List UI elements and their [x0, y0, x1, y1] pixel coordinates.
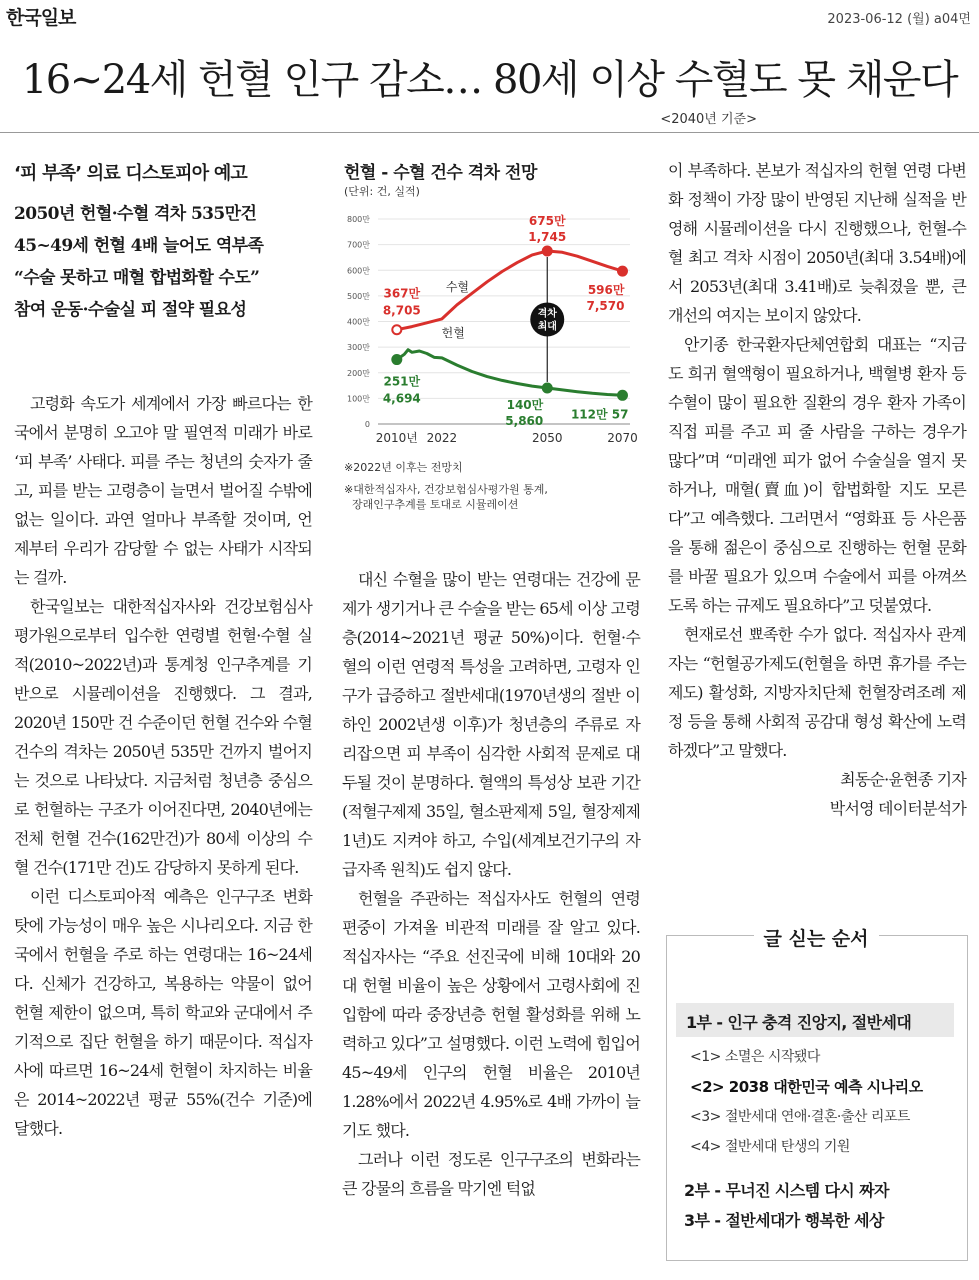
body-column-1 [14, 389, 312, 1143]
series-item-3: <3> 절반세대 연애·결혼·출산 리포트 [690, 1109, 910, 1125]
series-part-1: 1부 - 인구 충격 진앙지, 절반세대 [686, 1013, 912, 1032]
headline-note: <2040년 기준> [660, 112, 757, 127]
x-tick-label: 2022 [426, 431, 458, 445]
y-tick-label: 800만 [347, 215, 370, 224]
line-chart [340, 205, 645, 450]
series-item-1: <1> 소멸은 시작됐다 [690, 1049, 820, 1065]
subhead-4: 참여 운동·수술실 피 절약 필요성 [14, 300, 247, 320]
subhead-2: 45~49세 헌혈 4배 늘어도 역부족 [14, 236, 264, 256]
paragraph: 그러나 이런 정도론 인구구조의 변화라는 큰 강물의 흐름을 막기엔 턱없 [342, 1150, 640, 1198]
data-label: 7,570 [586, 299, 625, 314]
body-column-2 [342, 565, 640, 1203]
series-part-2: 2부 - 무너진 시스템 다시 짜자 [684, 1181, 889, 1200]
subhead-3: “수술 못하고 매혈 합법화할 수도” [14, 268, 260, 288]
y-tick-label: 0 [364, 420, 370, 429]
transfusion-point [392, 325, 401, 334]
paragraph: 헌혈을 주관하는 적십자사도 헌혈의 연령 편중이 가져올 비관적 미래를 잘 알고 있다. 적십자사는 “주요 선진국에 비해 10대와 20대 헌혈 비율이 높은 상황에서 고령사회에 진입함에 따라 중장년층 헌혈 활성화를 위해 노력하고 있다”고 설명했다. 이런 노력에 힘입어 45~49세 인구의 헌혈 비율은 2010년 1.28%에서 2022년 4.95%로 4배 가까이 늘기도 했다. [342, 889, 640, 1140]
data-label: 596만 [587, 283, 625, 298]
data-label: 112만 57 [570, 407, 629, 422]
dateline: 2023-06-12 (월) a04면 [827, 12, 971, 27]
data-label: 4,694 [382, 391, 421, 406]
chart-note: ※2022년 이후는 전망치 [344, 461, 463, 474]
x-tick-label: 2050 [531, 431, 563, 445]
byline-analyst: 박서영 데이터분석가 [829, 799, 966, 818]
y-tick-label: 300만 [347, 343, 370, 353]
chart-source-2: 장래인구추계를 토대로 시뮬레이션 [352, 498, 519, 511]
y-tick-label: 600만 [347, 266, 370, 276]
series-part-3: 3부 - 절반세대가 행복한 세상 [684, 1211, 884, 1230]
chart-title: 헌혈 - 수혈 건수 격차 전망 [344, 163, 537, 183]
y-tick-label: 100만 [347, 394, 370, 404]
newspaper-logo: 한국일보 [6, 7, 76, 29]
y-tick-label: 400만 [347, 317, 370, 327]
x-tick-label: 2010년 [375, 431, 418, 445]
chart-unit: (단위: 건, 실적) [344, 185, 420, 198]
x-tick-label: 2070 [607, 431, 638, 445]
subheads [14, 198, 310, 326]
paragraph: 한국일보는 대한적십자사와 건강보험심사평가원으로부터 입수한 연령별 헌혈·수혈 실적(2010~2022년)과 통계청 인구추계를 기반으로 시뮬레이션을 진행했다. 그 결과, 2020년 150만 건 수준이던 헌혈 건수와 수혈 건수의 격차는 2050년 535만 건까지 벌어지는 것으로 나타났다. 지금처럼 청년층 중심으로 헌혈하는 구조가 이어진다면, 2040년에는 전체 헌혈 건수(162만건)가 80세 이상의 수혈 건수(171만 건)도 감당하지 못하게 된다. [14, 597, 312, 877]
headline: 16~24세 헌혈 인구 감소… 80세 이상 수혈도 못 채운다 [21, 57, 958, 103]
paragraph: 고령화 속도가 세계에서 가장 빠르다는 한국에서 분명히 오고야 말 필연적 미래가 바로 ‘피 부족’ 사태다. 피를 주는 청년의 숫자가 줄고, 피를 받는 고령층이 늘면서 벌어질 수밖에 없는 일이다. 과연 얼마나 부족할 것이며, 언제부터 우리가 감당할 수 없는 사태가 시작되는 걸까. [14, 394, 312, 587]
data-label: 675만 [528, 213, 566, 228]
body-column-3 [668, 156, 966, 823]
paragraph: 대신 수혈을 많이 받는 연령대는 건강에 문제가 생기거나 큰 수술을 받는 65세 이상 고령층(2014~2021년 평균 50%)이다. 헌혈·수혈의 이런 연령적 특성을 고려하면, 고령자 인구가 급증하고 절반세대(1970년생의 절반 이하인 2002년생 이후)가 청년층의 주류로 자리잡으면 피 부족이 심각한 사회적 문제로 대두될 것이 분명하다. 혈액의 특성상 보관 기간(적혈구제제 35일, 혈소판제제 5일, 혈장제제 1년)도 지켜야 하고, 수입(세계보건기구의 자급자족 원칙)도 쉽지 않다. [342, 570, 640, 879]
donation-point [392, 355, 401, 364]
subhead-1: 2050년 헌혈·수혈 격차 535만건 [14, 204, 257, 224]
data-label: 1,745 [528, 229, 567, 244]
chart-source: ※대한적십자사, 건강보험심사평가원 통계, [344, 483, 548, 496]
series-item-4: <4> 절반세대 탄생의 기원 [690, 1139, 850, 1155]
y-tick-label: 200만 [347, 368, 370, 378]
transfusion-point [618, 267, 627, 276]
byline-reporters: 최동순·윤현종 기자 [840, 770, 966, 789]
paragraph: 이 부족하다. 본보가 적십자의 헌혈 연령 다변화 정책이 가장 많이 반영된 지난해 실적을 반영해 시뮬레이션을 다시 진행했으나, 헌혈-수혈 최고 격차 시점이 2050년(최대 3.54배)에서 2053년(최대 3.41배)로 늦춰졌을 뿐, 큰 개선의 여지는 보이지 않았다. [668, 161, 966, 325]
gap-label: 최대 [537, 321, 557, 333]
paragraph: 이런 디스토피아적 예측은 인구구조 변화 탓에 가능성이 매우 높은 시나리오다. 지금 한국에서 헌혈을 주로 하는 연령대는 16~24세다. 신체가 건강하고, 복용하는 약물이 없어 헌혈 제한이 없으며, 특히 학교와 군대에서 주기적으로 집단 헌혈을 하기 때문이다. 적십자사에 따르면 16~24세 헌혈이 차지하는 비율은 2014~2022년 평균 55%(건수 기준)에 달했다. [14, 887, 312, 1138]
donation-point [543, 383, 552, 392]
series-label-donation: 헌혈 [441, 325, 465, 340]
data-label: 367만 [383, 286, 421, 301]
y-tick-label: 500만 [347, 291, 370, 301]
transfusion-point [543, 246, 552, 255]
data-label: 5,860 [505, 413, 544, 428]
series-title: 글 싣는 순서 [666, 924, 966, 951]
data-label: 140만 [506, 397, 544, 412]
data-label: 251만 [383, 374, 421, 389]
y-tick-label: 700만 [347, 240, 370, 250]
donation-point [618, 391, 627, 400]
divider [0, 132, 979, 133]
gap-label: 격차 [537, 308, 557, 320]
data-label: 8,705 [382, 303, 421, 318]
series-label-transfusion: 수혈 [445, 280, 470, 295]
series-item-2-current: <2> 2038 대한민국 예측 시나리오 [690, 1078, 923, 1096]
paragraph: 안기종 한국환자단체연합회 대표는 “지금도 희귀 혈액형이 필요하거나, 백혈병 환자 등 수혈이 많이 필요한 질환의 경우 환자 가족이 직접 피를 주고 피 줄 사람을 구하는 경우가 많다”며 “미래엔 피가 없어 수술실을 열지 못하거나, 매혈(賣血)이 합법화할 지도 모른다”고 예측했다. 그러면서 “영화표 등 사은품을 통해 젊은이 중심으로 진행하는 헌혈 문화를 바꿀 필요가 있으며 수술에서 피를 아껴쓰도록 하는 규제도 필요하다”고 덧붙였다. [668, 335, 966, 615]
kicker: ‘피 부족’ 의료 디스토피아 예고 [14, 163, 247, 184]
paragraph: 현재로선 뾰족한 수가 없다. 적십자사 관계자는 “헌혈공가제도(헌혈을 하면 휴가를 주는 제도) 활성화, 지방자치단체 헌혈장려조례 제정 등을 통해 사회적 공감대 형성 확산에 노력하겠다”고 말했다. [668, 625, 966, 760]
